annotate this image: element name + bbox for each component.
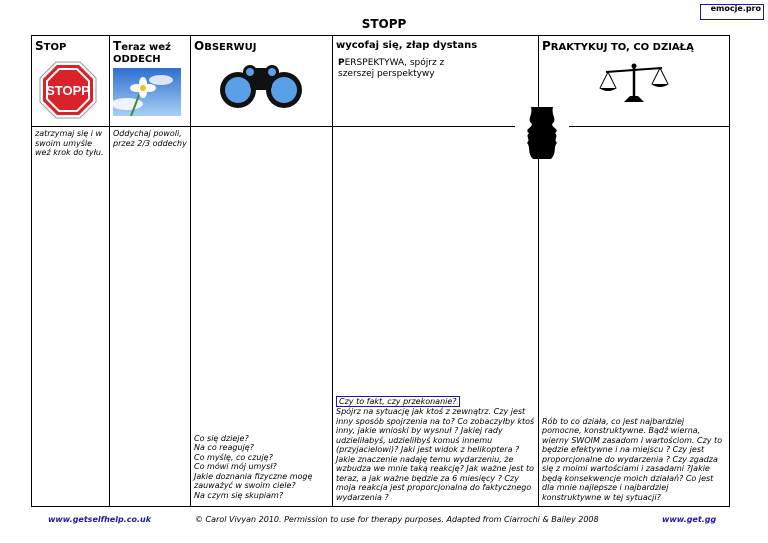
scales-of-justice-icon bbox=[598, 60, 670, 104]
footer-copyright: © Carol Vivyan 2010. Permission to use for therapy purposes. Adapted from Ciarrochi & Bailey 2008 bbox=[195, 515, 599, 524]
stop-sign-text: STOPP bbox=[46, 83, 90, 98]
practice-text: Rób to co działa, co jest najbardziej pomocne, konstruktywne. Bądź wierna, wierny SWOIM zasadom i wartościom. Czy to będzie efektywne i na miejscu ? Czy jest proporcjonalne do wydarzenia ? Czy zgadza się z moimi wartościami i zasadami ?Jakie będą konsekwencje moich działań? Co jest dla mnie najlepsze i najbardziej konstruktywne w tej sytuacji? bbox=[542, 416, 723, 502]
footer-right-link[interactable]: www.get.gg bbox=[662, 515, 717, 524]
header-row bbox=[32, 36, 730, 127]
fact-or-belief-highlight: Czy to fakt, czy przekonanie? bbox=[336, 396, 460, 408]
sky-flower-image bbox=[113, 68, 181, 116]
observe-text: Co się dzieje? Na co reaguję? Co myślę, co czuję? Co mówi mój umysł? Jakie doznania fizyczne mogę zauważyć w swoim ciele? Na czym się skupiam? bbox=[194, 433, 313, 500]
footer-left-link[interactable]: www.getselfhelp.co.uk bbox=[48, 515, 152, 524]
perspective-cell bbox=[333, 127, 539, 507]
stop-text: zatrzymaj się i w swoim umyśle weź krok do tyłu. bbox=[35, 129, 104, 157]
stop-heading: STOP bbox=[35, 39, 67, 53]
perspective-heading: wycofaj się, złap dystans bbox=[336, 40, 478, 51]
page-title: STOPP bbox=[361, 17, 407, 31]
header-perspective bbox=[333, 36, 539, 127]
practice-heading: PRAKTYKUJ TO, CO DZIAŁĄ bbox=[542, 39, 694, 53]
header-breathe bbox=[110, 36, 191, 127]
observe-heading: OBSERWUJ bbox=[194, 39, 257, 53]
stop-sign-icon bbox=[38, 60, 98, 120]
binoculars-icon bbox=[216, 60, 306, 110]
brand-box: emocje.pro bbox=[700, 4, 764, 20]
content-row bbox=[32, 127, 730, 507]
breathe-cell bbox=[110, 127, 191, 507]
breathe-heading: Teraz weź ODDECH bbox=[113, 39, 171, 65]
perspective-text: Czy to fakt, czy przekonanie? Spójrz na sytuację jak ktoś z zewnątrz. Czy jest inny sposób spojrzenia na to? Co zobaczyłby ktoś inny, jakie wnioski by wysnuł ? Jakiej rady udzieliłabyś, udzieliłbyś komuś innemu (przyjacielowi)? Jaki jest widok z helikoptera ? Jakie znaczenie nadaję temu wydarzeniu, że wzbudza we mnie taką reakcję? Jak ważne jest to teraz, a jak ważne będzie za 6 miesięcy ? Czy moja reakcja jest proporcjonalna do faktycznego wydarzenia ? bbox=[336, 396, 535, 502]
practice-cell bbox=[539, 127, 730, 507]
header-observe bbox=[191, 36, 333, 127]
stop-cell bbox=[32, 127, 110, 507]
breathe-text: Oddychaj powoli, przez 2/3 oddechy bbox=[113, 129, 187, 148]
observe-cell bbox=[191, 127, 333, 507]
header-stop bbox=[32, 36, 110, 127]
faces-vase-illusion-image bbox=[515, 107, 569, 159]
perspective-subheading: PERSPEKTYWA, spójrz z szerszej perspektywy bbox=[338, 58, 445, 79]
stopp-table bbox=[31, 35, 730, 507]
